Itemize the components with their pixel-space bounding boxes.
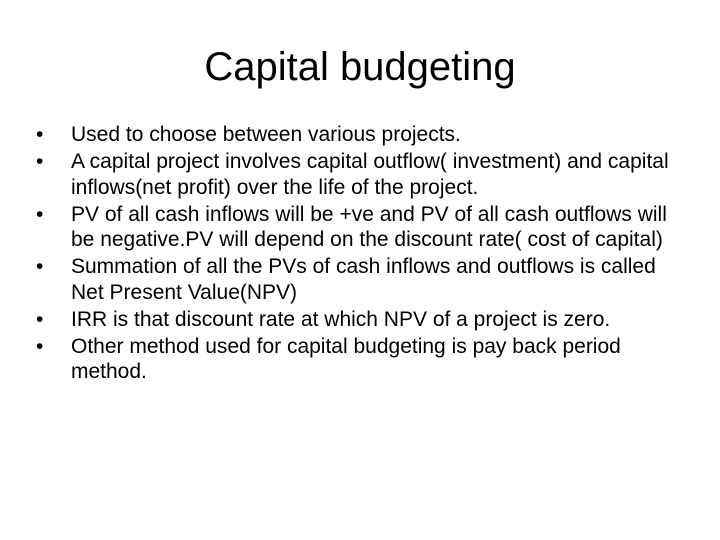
bullet-icon: • xyxy=(36,307,44,331)
bullet-item xyxy=(36,254,686,305)
bullet-item xyxy=(36,334,686,385)
bullet-icon: • xyxy=(36,255,44,278)
bullet-item xyxy=(36,149,686,200)
slide-title: Capital budgeting xyxy=(204,45,516,89)
bullet-icon: • xyxy=(36,334,44,358)
bullet-text: A capital project involves capital outflow( investment) and capital inflows(net profit) over the life of the project. xyxy=(71,150,669,199)
bullet-text: Used to choose between various projects. xyxy=(71,123,461,146)
bullet-text: Other method used for capital budgeting is pay back period method. xyxy=(71,334,621,383)
bullet-icon: • xyxy=(36,202,44,226)
bullet-item xyxy=(36,202,686,253)
bullet-text: PV of all cash inflows will be +ve and PV of all cash outflows will be negative.PV will depend on the discount rate( cost of capital) xyxy=(71,202,667,251)
bullet-text: IRR is that discount rate at which NPV of a project is zero. xyxy=(71,307,611,331)
bullet-icon: • xyxy=(36,150,44,173)
bullet-text: Summation of all the PVs of cash inflows and outflows is called Net Present Value(NPV) xyxy=(71,255,656,304)
bullet-item xyxy=(36,307,686,333)
bullet-item xyxy=(36,122,686,148)
bullet-icon: • xyxy=(36,123,44,146)
bullet-list xyxy=(36,122,686,386)
